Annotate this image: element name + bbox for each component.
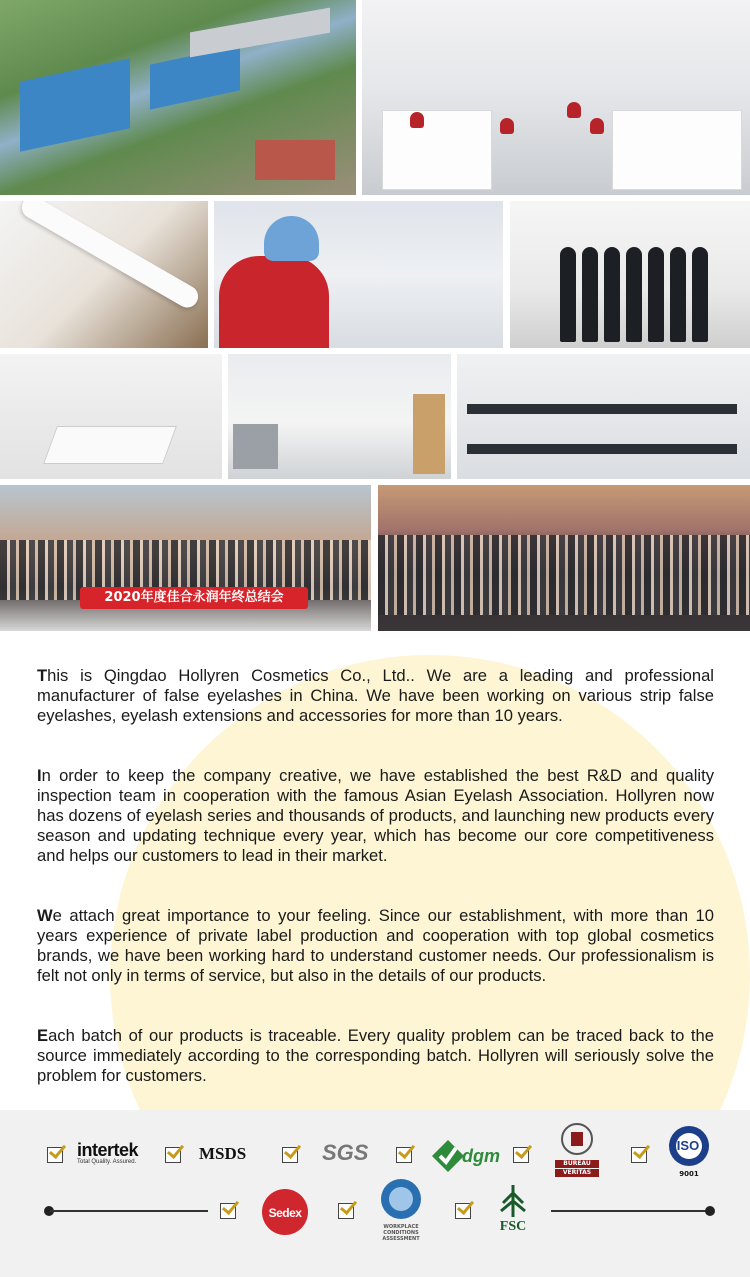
- checkmark-icon: [282, 1147, 298, 1163]
- sedex-logo: Sedex: [262, 1189, 308, 1235]
- showroom-photo: [0, 354, 222, 479]
- meeting-banner: 2020年度佳合永润年终总结会: [80, 587, 308, 609]
- checkmark-icon: [513, 1147, 529, 1163]
- factory-aerial-photo: [0, 0, 356, 195]
- dgm-text: dgm: [462, 1146, 500, 1166]
- msds-logo: MSDS: [199, 1144, 247, 1163]
- bureau-veritas-logo: BUREAU VERITAS: [555, 1122, 599, 1178]
- office-photo: [457, 354, 750, 479]
- checkmark-icon: [338, 1203, 354, 1219]
- intro-paragraph-1: This is Qingdao Hollyren Cosmetics Co., Ltd.. We are a leading and professional manufacturer of false eyelashes in China. We have been working on various strip false eyelashes, eyelash extensions and accessories for more than 10 years.: [37, 666, 714, 725]
- lash-tool-photo: [0, 201, 208, 348]
- divider-line: [50, 1210, 208, 1212]
- checkmark-icon: [631, 1147, 647, 1163]
- checkmark-icon: [455, 1203, 471, 1219]
- certification-strip: [0, 1110, 750, 1277]
- exhibition-team-photo: [510, 201, 750, 348]
- checkmark-icon: [220, 1203, 236, 1219]
- checkmark-icon: [396, 1147, 412, 1163]
- sgs-logo: SGS: [322, 1140, 369, 1165]
- line-end-dot: [705, 1206, 715, 1216]
- intro-paragraph-3: We attach great importance to your feeling. Since our establishment, with more than 10 years experience of private label production and cooperation with top global cosmetics brands, we have been working hard to understand customer needs. Our professionalism is felt not only in terms of service, but also in the details of our products.: [37, 906, 714, 985]
- warehouse-photo: [228, 354, 451, 479]
- checkmark-icon: [47, 1147, 63, 1163]
- divider-line: [551, 1210, 707, 1212]
- staff-group-photo: [378, 485, 750, 631]
- checkmark-icon: [165, 1147, 181, 1163]
- worker-closeup-photo: [214, 201, 503, 348]
- fsc-logo: FSC: [491, 1183, 535, 1239]
- production-hall-photo: [362, 0, 750, 195]
- wca-logo: WORKPLACE CONDITIONS ASSESSMENT: [378, 1178, 424, 1242]
- intro-paragraph-4: Each batch of our products is traceable. Every quality problem can be traced back to the source immediately according to the corresponding batch. Hollyren will seriously solve the problem for customers.: [37, 1026, 714, 1085]
- dgm-logo: [428, 1134, 500, 1174]
- intertek-logo: intertek Total Quality. Assured.: [77, 1140, 139, 1165]
- annual-meeting-group-photo: [0, 485, 371, 631]
- iso-9001-logo: ISO 9001: [666, 1124, 712, 1178]
- intro-paragraph-2: In order to keep the company creative, we have established the best R&D and quality inspection team in cooperation with the famous Asian Eyelash Association. Hollyren now has dozens of eyelash series and thousands of products, and launching new products every season and updating technique every year, which has become our core competitiveness and helps our customers to lead in their market.: [37, 766, 714, 865]
